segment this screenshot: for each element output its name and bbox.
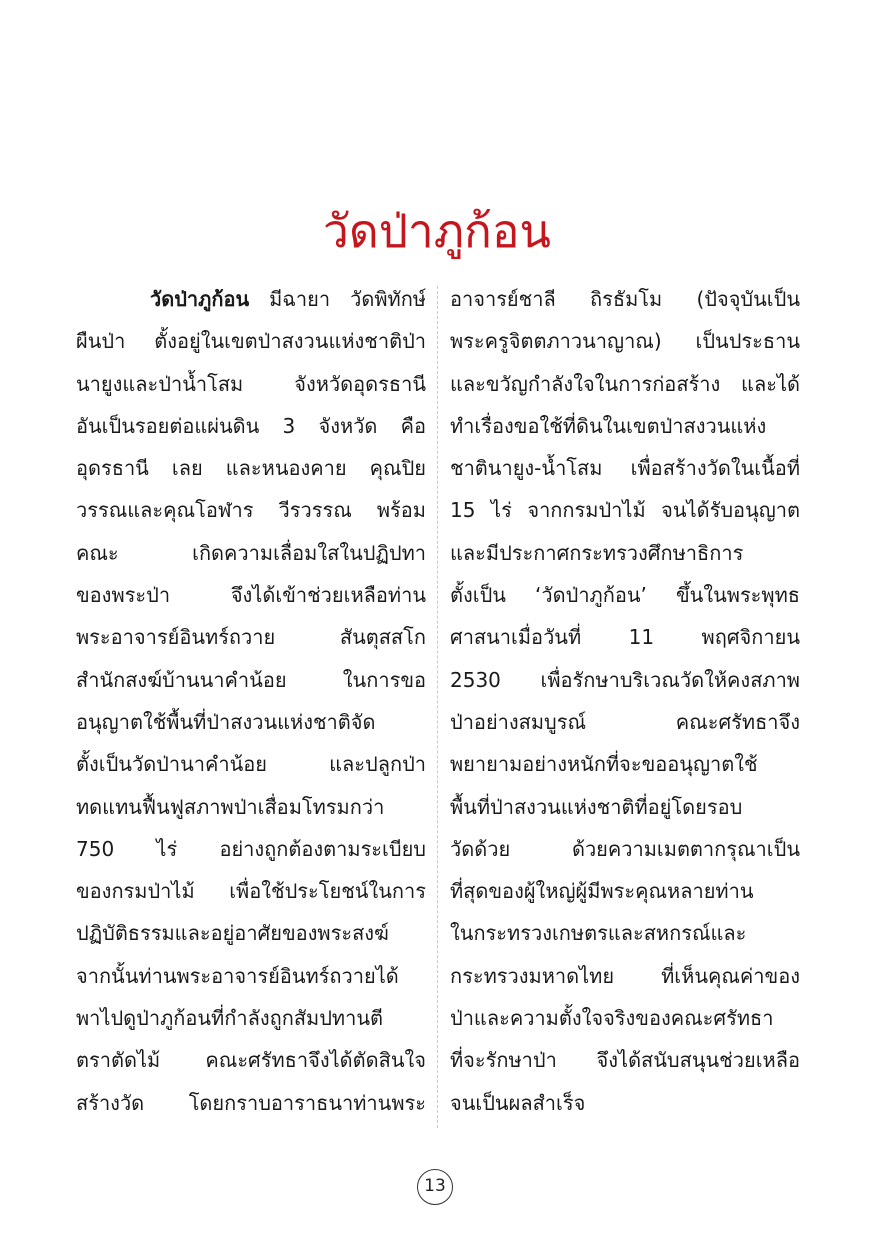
text-line: ในกระทรวงเกษตรและสหกรณ์และ xyxy=(450,921,747,946)
text-line: พื้นที่ป่าสงวนแห่งชาติที่อยู่โดยรอบ xyxy=(450,794,743,819)
text-line: จนเป็นผลสำเร็จ xyxy=(450,1090,586,1115)
paragraph-first-line xyxy=(76,278,426,320)
text-line: วรรณและคุณโอฬาร วีรวรรณ พร้อม xyxy=(76,498,426,523)
text-line: ผืนป่า ตั้งอยู่ในเขตป่าสงวนแห่งชาติป่า xyxy=(76,329,426,354)
text-line: กระทรวงมหาดไทย ที่เห็นคุณค่าของ xyxy=(450,963,800,988)
text-line: ของพระป่า จึงได้เข้าช่วยเหลือท่าน xyxy=(76,583,426,608)
column-divider xyxy=(437,286,438,1128)
text-line: จากนั้นท่านพระอาจารย์อินทร์ถวายได้ xyxy=(76,963,399,988)
lead-bold-text: วัดป่าภูก้อน xyxy=(150,287,250,311)
page-title: วัดป่าภูก้อน xyxy=(323,204,551,258)
lead-rest-text: มีฉายา วัดพิทักษ์ xyxy=(249,287,426,311)
text-line: ทำเรื่องขอใช้ที่ดินในเขตป่าสงวนแห่ง xyxy=(450,413,767,438)
text-line: วัดด้วย ด้วยความเมตตากรุณาเป็น xyxy=(450,836,800,861)
left-column xyxy=(76,278,426,1124)
text-line: ป่าและความตั้งใจจริงของคณะศรัทธา xyxy=(450,1006,774,1031)
text-line: ของกรมป่าไม้ เพื่อใช้ประโยชน์ในการ xyxy=(76,879,426,904)
text-line: ตั้งเป็นวัดป่านาคำน้อย และปลูกป่า xyxy=(76,752,426,777)
text-line: และมีประกาศกระทรวงศึกษาธิการ xyxy=(450,540,744,565)
text-line: อันเป็นรอยต่อแผ่นดิน 3 จังหวัด คือ xyxy=(76,413,426,438)
page-number: 13 xyxy=(417,1169,453,1205)
text-line: ศาสนาเมื่อวันที่ 11 พฤศจิกายน xyxy=(450,625,800,650)
text-line: และขวัญกำลังใจในการก่อสร้าง และได้ xyxy=(450,371,800,396)
text-line: คณะ เกิดความเลื่อมใสในปฏิปทา xyxy=(76,540,426,565)
text-line: ตั้งเป็น ‘วัดป่าภูก้อน’ ขึ้นในพระพุทธ xyxy=(450,583,800,608)
text-line: พระอาจารย์อินทร์ถวาย สันตุสสโก xyxy=(76,625,426,650)
text-line: พยายามอย่างหนักที่จะขออนุญาตใช้ xyxy=(450,752,758,777)
right-column xyxy=(450,278,800,1124)
text-line: นายูงและป่าน้ำโสม จังหวัดอุดรธานี xyxy=(76,371,426,396)
text-line: ตราตัดไม้ คณะศรัทธาจึงได้ตัดสินใจ xyxy=(76,1048,426,1073)
text-line: อุดรธานี เลย และหนองคาย คุณปิย xyxy=(76,456,426,481)
text-line: ที่จะรักษาป่า จึงได้สนับสนุนช่วยเหลือ xyxy=(450,1048,800,1073)
text-line: พาไปดูป่าภูก้อนที่กำลังถูกสัมปทานตี xyxy=(76,1006,383,1031)
text-line: อนุญาตใช้พื้นที่ป่าสงวนแห่งชาติจัด xyxy=(76,709,376,734)
text-line: ป่าอย่างสมบูรณ์ คณะศรัทธาจึง xyxy=(450,709,800,734)
text-line: 2530 เพื่อรักษาบริเวณวัดให้คงสภาพ xyxy=(450,667,800,692)
text-line: 750 ไร่ อย่างถูกต้องตามระเบียบ xyxy=(76,836,426,861)
text-line: สร้างวัด โดยกราบอาราธนาท่านพระ xyxy=(76,1090,426,1115)
text-line: ที่สุดของผู้ใหญ่ผู้มีพระคุณหลายท่าน xyxy=(450,879,754,904)
text-line: พระครูจิตตภาวนาญาณ) เป็นประธาน xyxy=(450,329,800,354)
text-line: 15 ไร่ จากกรมป่าไม้ จนได้รับอนุญาต xyxy=(450,498,800,523)
text-line: ชาตินายูง-น้ำโสม เพื่อสร้างวัดในเนื้อที่ xyxy=(450,456,800,481)
text-line: ปฏิบัติธรรมและอยู่อาศัยของพระสงฆ์ xyxy=(76,921,389,946)
text-line: อาจารย์ชาลี ถิรธัมโม (ปัจจุบันเป็น xyxy=(450,287,800,311)
text-line: ทดแทนฟื้นฟูสภาพป่าเสื่อมโทรมกว่า xyxy=(76,794,385,819)
text-line: สำนักสงฆ์บ้านนาคำน้อย ในการขอ xyxy=(76,667,426,692)
